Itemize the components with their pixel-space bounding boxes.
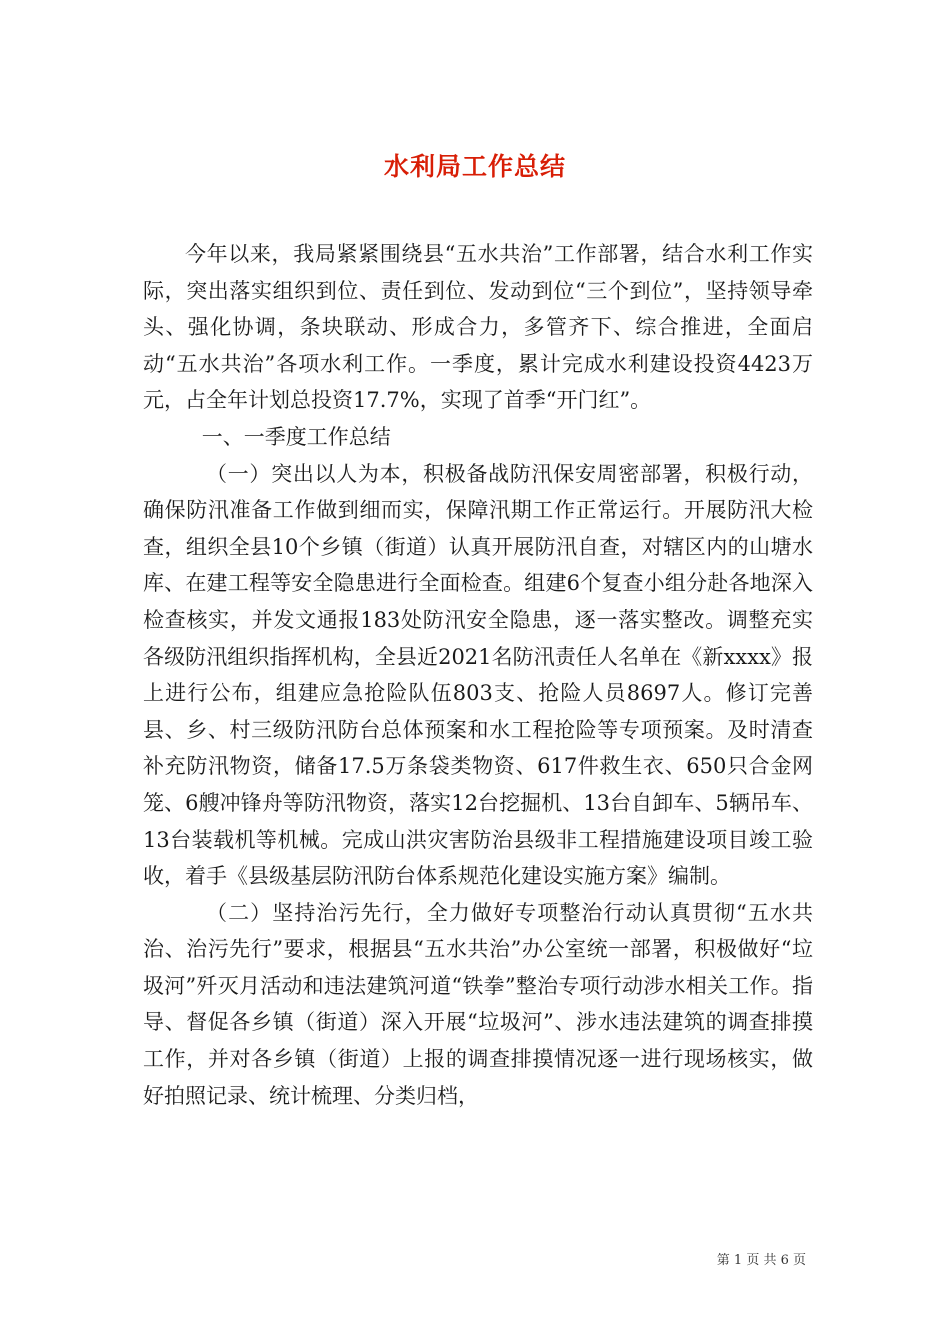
intro-paragraph: 今年以来，我局紧紧围绕县“五水共治”工作部署，结合水利工作实际，突出落实组织到位、责任到位、发动到位“三个到位”，坚持领导牵头、强化协调，条块联动、形成合力，多管齐下、综合推进，全面启动“五水共治”各项水利工作。一季度，累计完成水利建设投资4423万元，占全年计划总投资17.7%，实现了首季“开门红”。 bbox=[143, 242, 813, 413]
document-title: 水利局工作总结 bbox=[383, 151, 566, 181]
body-paragraph-2: （二）坚持治污先行，全力做好专项整治行动认真贯彻“五水共治、治污先行”要求，根据县“五水共治”办公室统一部署，积极做好“垃圾河”歼灭月活动和违法建筑河道“铁拳”整治专项行动涉水相关工作。指导、督促各乡镇（街道）深入开展“垃圾河”、涉水违法建筑的调查排摸工作，并对各乡镇（街道）上报的调查排摸情况逐一进行现场核实，做好拍照记录、统计梳理、分类归档， bbox=[143, 900, 813, 1108]
body-paragraph-1: （一）突出以人为本，积极备战防汛保安周密部署，积极行动，确保防汛准备工作做到细而实，保障汛期工作正常运行。开展防汛大检查，组织全县10个乡镇（街道）认真开展防汛自查，对辖区内的山塘水库、在建工程等安全隐患进行全面检查。组建6个复查小组分赴各地深入检查核实，并发文通报183处防汛安全隐患，逐一落实整改。调整充实各级防汛组织指挥机构，全县近2021名防汛责任人名单在《新xxxx》报上进行公布，组建应急抢险队伍803支、抢险人员8697人。修订完善县、乡、村三级防汛防台总体预案和水工程抢险等专项预案。及时清查补充防汛物资，储备17.5万条袋类物资、617件救生衣、650只合金网笼、6艘冲锋舟等防汛物资，落实12台挖掘机、13台自卸车、5辆吊车、13台装载机等机械。完成山洪灾害防治县级非工程措施建设项目竣工验收，着手《县级基层防汛防台体系规范化建设实施方案》编制。 bbox=[143, 461, 813, 889]
section-heading: 一、一季度工作总结 bbox=[201, 424, 391, 449]
page-number: 第 1 页 共 6 页 bbox=[716, 1253, 806, 1268]
document-body bbox=[143, 236, 813, 1114]
